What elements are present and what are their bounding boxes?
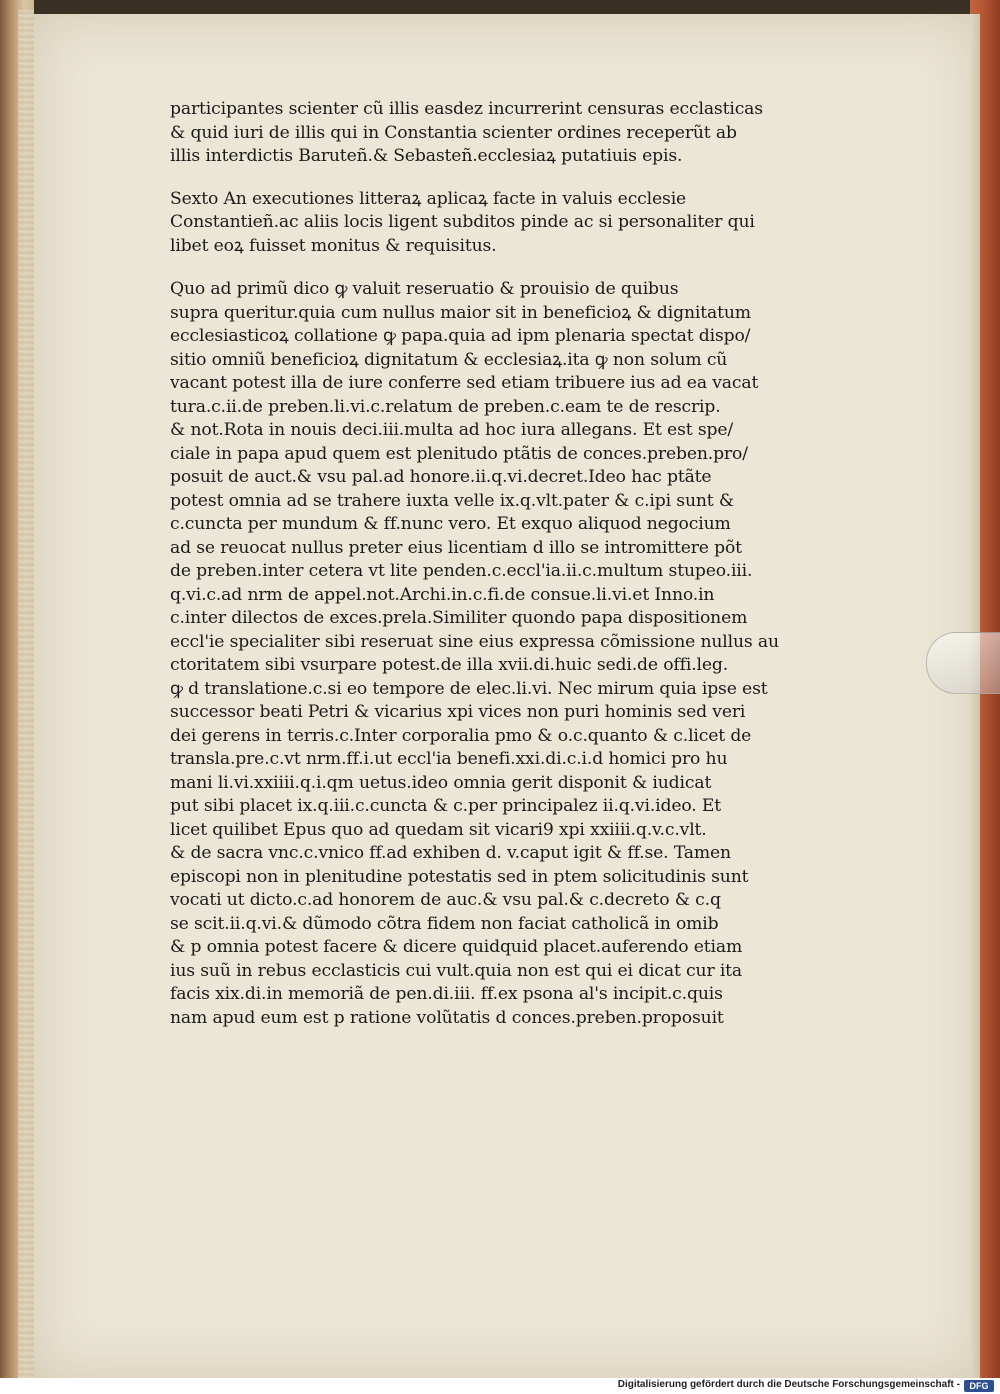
text-line: c.cuncta per mundum & ff.nunc vero. Et exquo aliquod negocium — [170, 514, 731, 534]
text-line: ctoritatem sibi vsurpare potest.de illa xvii.di.huic sedi.de offi.leg. — [170, 655, 729, 675]
text-line: supra queritur.quia cum nullus maior sit in beneficioꝝ & dignitatum — [170, 302, 751, 323]
text-line: libet eoꝝ fuisset monitus & requisitus. — [170, 235, 497, 256]
page-stack-edge — [18, 10, 34, 1378]
text-line: & quid iuri de illis qui in Constantia scienter ordines receperũt ab — [170, 122, 737, 143]
text-line: illis interdictis Baruteñ.& Sebasteñ.ecclesiaꝝ putatiuis epis. — [170, 146, 683, 166]
text-line: episcopi non in plenitudine potestatis sed in ptem solicitudinis sunt — [170, 866, 749, 887]
text-line: Constantieñ.ac aliis locis ligent subditos pinde ac si personaliter qui — [170, 212, 755, 232]
dfg-logo: DFG — [964, 1380, 994, 1392]
text-line: & p omnia potest facere & dicere quidquid placet.auferendo etiam — [170, 937, 743, 957]
bookmark-tab — [926, 632, 1000, 694]
text-line: participantes scienter cũ illis easdez incurrerint censuras ecclasticas — [170, 99, 763, 119]
text-line: c.inter dilectos de exces.prela.Similiter quondo papa dispositionem — [170, 608, 748, 628]
funding-credit: Digitalisierung gefördert durch die Deutsche Forschungsgemeinschaft - — [617, 1379, 960, 1390]
text-line: & not.Rota in nouis deci.iii.multa ad hoc iura allegans. Et est spe/ — [170, 420, 734, 440]
text-line: put sibi placet ix.q.iii.c.cuncta & c.per principalez ii.q.vi.ideo. Et — [170, 796, 722, 816]
text-line: vocati ut dicto.c.ad honorem de auc.& vsu pal.& c.decreto & c.q — [170, 890, 721, 910]
text-line: tura.c.ii.de preben.li.vi.c.relatum de preben.c.eam te de rescrip. — [170, 396, 721, 417]
text-line: nam apud eum est p ratione volũtatis d conces.preben.proposuit — [170, 1007, 724, 1028]
paragraph-gap — [170, 258, 800, 278]
text-line: q.vi.c.ad nrm de appel.not.Archi.in.c.fi.de consue.li.vi.et Inno.in — [170, 584, 715, 605]
text-line: ꝙ d translatione.c.si eo tempore de elec.li.vi. Nec mirum quia ipse est — [170, 678, 768, 699]
text-line: posuit de auct.& vsu pal.ad honore.ii.q.vi.decret.Ideo hac ptãte — [170, 467, 712, 487]
text-line: & de sacra vnc.c.vnico ff.ad exhiben d. v.caput igit & ff.se. Tamen — [170, 843, 731, 863]
text-line: eccl'ie specialiter sibi reseruat sine eius expressa cõmissione nullus au — [170, 631, 779, 652]
page-text — [170, 98, 800, 1030]
text-line: Sexto An executiones litteraꝝ aplicaꝝ facte in valuis ecclesie — [170, 188, 687, 209]
paragraph-gap — [170, 169, 800, 188]
paragraph-3 — [170, 278, 800, 1030]
text-line: Quo ad primũ dico ꝙ valuit reseruatio & prouisio de quibus — [170, 279, 679, 299]
text-line: ciale in papa apud quem est plenitudo ptãtis de conces.preben.pro/ — [170, 443, 748, 464]
text-line: sitio omniũ beneficioꝝ dignitatum & ecclesiaꝝ.ita ꝙ non solum cũ — [170, 349, 728, 370]
text-line: ecclesiasticoꝝ collatione ꝙ papa.quia ad ipm plenaria spectat dispo/ — [170, 326, 751, 346]
paragraph-2 — [170, 188, 800, 259]
text-line: dei gerens in terris.c.Inter corporalia pmo & o.c.quanto & c.licet de — [170, 725, 752, 746]
text-line: se scit.ii.q.vi.& dũmodo cõtra fidem non faciat catholicã in omib — [170, 913, 719, 934]
text-line: mani li.vi.xxiiii.q.i.qm uetus.ideo omnia gerit disponit & iudicat — [170, 772, 712, 793]
text-line: transla.pre.c.vt nrm.ff.i.ut eccl'ia benefi.xxi.di.c.i.d homici pro hu — [170, 749, 728, 769]
text-line: licet quilibet Epus quo ad quedam sit vicari9 xpi xxiiii.q.v.c.vlt. — [170, 819, 707, 840]
paragraph-1 — [170, 98, 800, 169]
text-line: potest omnia ad se trahere iuxta velle ix.q.vlt.pater & c.ipi sunt & — [170, 490, 735, 511]
footer-bar — [0, 1378, 1000, 1394]
text-line: ius suũ in rebus ecclasticis cui vult.quia non est qui ei dicat cur ita — [170, 960, 743, 981]
text-line: successor beati Petri & vicarius xpi vices non puri hominis sed veri — [170, 702, 746, 722]
text-line: vacant potest illa de iure conferre sed etiam tribuere ius ad ea vacat — [170, 373, 759, 393]
text-line: ad se reuocat nullus preter eius licentiam d illo se intromittere põt — [170, 537, 742, 558]
page-edge-right — [970, 14, 980, 1378]
text-line: facis xix.di.in memoriã de pen.di.iii. ff.ex psona al's incipit.c.quis — [170, 984, 723, 1004]
text-line: de preben.inter cetera vt lite penden.c.eccl'ia.ii.c.multum stupeo.iii. — [170, 561, 753, 581]
